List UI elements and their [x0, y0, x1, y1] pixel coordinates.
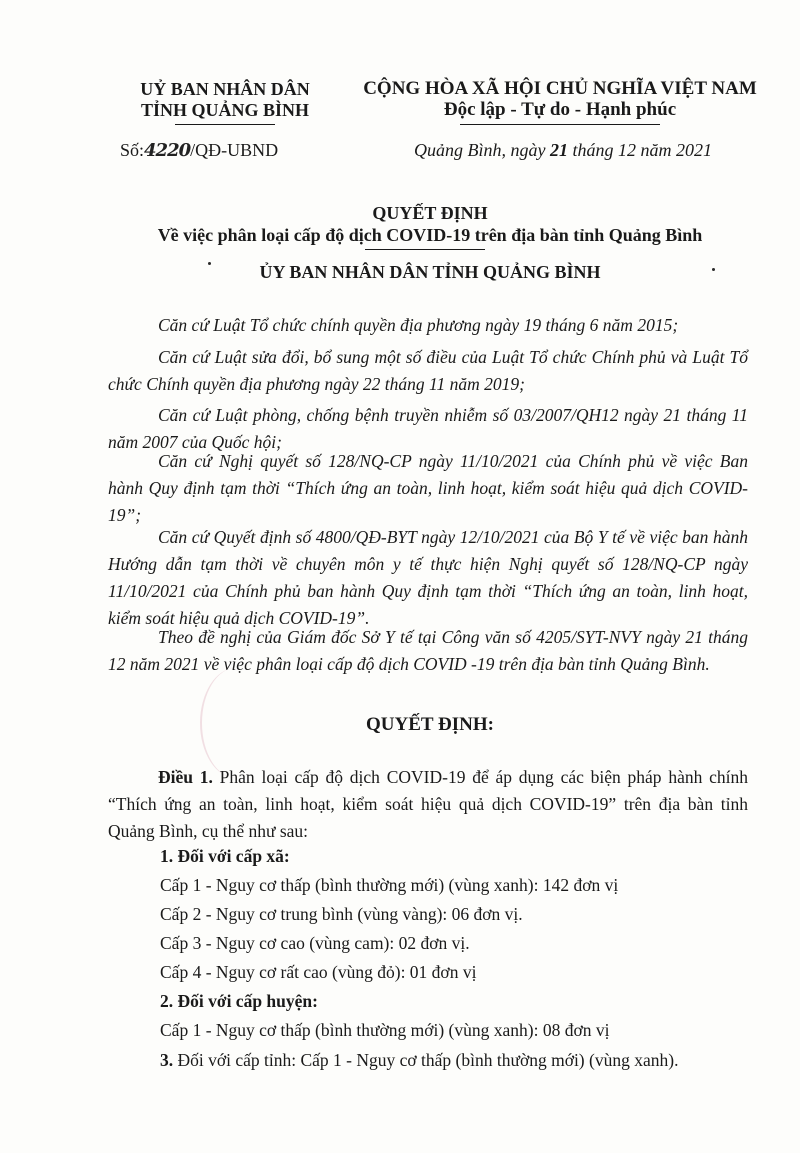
number-suffix: /QĐ-UBND	[190, 140, 279, 160]
issuer-underline	[175, 124, 275, 125]
basis-paragraph-5: Căn cứ Quyết định số 4800/QĐ-BYT ngày 12/10/2021 của Bộ Y tế về việc ban hành Hướng dẫn tạm thời về chuyên môn y tế thực hiện Nghị quyết số 128/NQ-CP ngày 11/10/2021 của Chính phủ ban hành Quy định tạm thời “Thích ứng an toàn, linh hoạt, kiểm soát hiệu quả dịch COVID-19”.	[108, 527, 748, 628]
commune-level-1: Cấp 1 - Nguy cơ thấp (bình thường mới) (vùng xanh): 142 đơn vị	[160, 875, 619, 895]
article-1-paragraph	[108, 764, 748, 845]
motto-underline	[460, 124, 660, 125]
document-number	[120, 140, 278, 161]
commune-heading: 1. Đối với cấp xã:	[160, 846, 290, 866]
province-line	[160, 1050, 678, 1071]
place-date-suffix: tháng 12 năm 2021	[572, 140, 712, 160]
place-date-prefix: Quảng Bình, ngày	[414, 140, 546, 160]
basis-paragraph-4: Căn cứ Nghị quyết số 128/NQ-CP ngày 11/10/2021 của Chính phủ về việc Ban hành Quy định tạm thời “Thích ứng an toàn, linh hoạt, kiểm soát hiệu quả dịch COVID-19”;	[108, 451, 748, 525]
issuer-line-2: TỈNH QUẢNG BÌNH	[140, 100, 310, 120]
decision-heading: QUYẾT ĐỊNH:	[366, 714, 494, 735]
subject-underline	[365, 249, 485, 250]
commune-level-2: Cấp 2 - Nguy cơ trung bình (vùng vàng): 06 đơn vị.	[160, 904, 523, 924]
commune-level-4: Cấp 4 - Nguy cơ rất cao (vùng đỏ): 01 đơn vị	[160, 962, 477, 982]
document-subject: Về việc phân loại cấp độ dịch COVID-19 trên địa bàn tỉnh Quảng Bình	[157, 225, 703, 245]
province-text: Đối với cấp tỉnh: Cấp 1 - Nguy cơ thấp (bình thường mới) (vùng xanh).	[173, 1050, 679, 1070]
nation-title: CỘNG HÒA XÃ HỘI CHỦ NGHĨA VIỆT NAM	[363, 78, 757, 99]
commune-level-3: Cấp 3 - Nguy cơ cao (vùng cam): 02 đơn vị.	[160, 933, 470, 953]
article-1-label: Điều 1.	[158, 767, 213, 787]
issuer-line-1: UỶ BAN NHÂN DÂN	[140, 79, 310, 99]
basis-paragraph-1: Căn cứ Luật Tổ chức chính quyền địa phương ngày 19 tháng 6 năm 2015;	[158, 315, 679, 335]
document-title: QUYẾT ĐỊNH	[372, 203, 488, 223]
nation-motto: Độc lập - Tự do - Hạnh phúc	[443, 99, 677, 120]
province-label: 3.	[160, 1050, 174, 1070]
district-level-1: Cấp 1 - Nguy cơ thấp (bình thường mới) (vùng xanh): 08 đơn vị	[160, 1020, 610, 1040]
scan-speck	[712, 268, 715, 271]
day-handwritten: 21	[549, 140, 568, 160]
basis-paragraph-2: Căn cứ Luật sửa đổi, bổ sung một số điều của Luật Tổ chức Chính phủ và Luật Tổ chức Chính quyền địa phương ngày 22 tháng 11 năm 2019;	[108, 347, 748, 394]
number-prefix: Số:	[120, 140, 145, 160]
place-date	[414, 140, 712, 161]
basis-paragraph-3: Căn cứ Luật phòng, chống bệnh truyền nhiễm số 03/2007/QH12 ngày 21 tháng 11 năm 2007 của Quốc hội;	[108, 405, 748, 452]
district-heading: 2. Đối với cấp huyện:	[160, 991, 318, 1011]
issuing-body: ỦY BAN NHÂN DÂN TỈNH QUẢNG BÌNH	[259, 262, 601, 282]
basis-paragraph-6: Theo đề nghị của Giám đốc Sở Y tế tại Công văn số 4205/SYT-NVY ngày 21 tháng 12 năm 2021 về việc phân loại cấp độ dịch COVID -19 trên địa bàn tỉnh Quảng Bình.	[108, 627, 748, 674]
number-handwritten: 4220	[144, 140, 191, 161]
article-1-text: Phân loại cấp độ dịch COVID-19 để áp dụng các biện pháp hành chính “Thích ứng an toàn, linh hoạt, kiểm soát hiệu quả dịch COVID-19” trên địa bàn tỉnh Quảng Bình, cụ thể như sau:	[108, 767, 749, 841]
scan-speck	[208, 262, 211, 265]
